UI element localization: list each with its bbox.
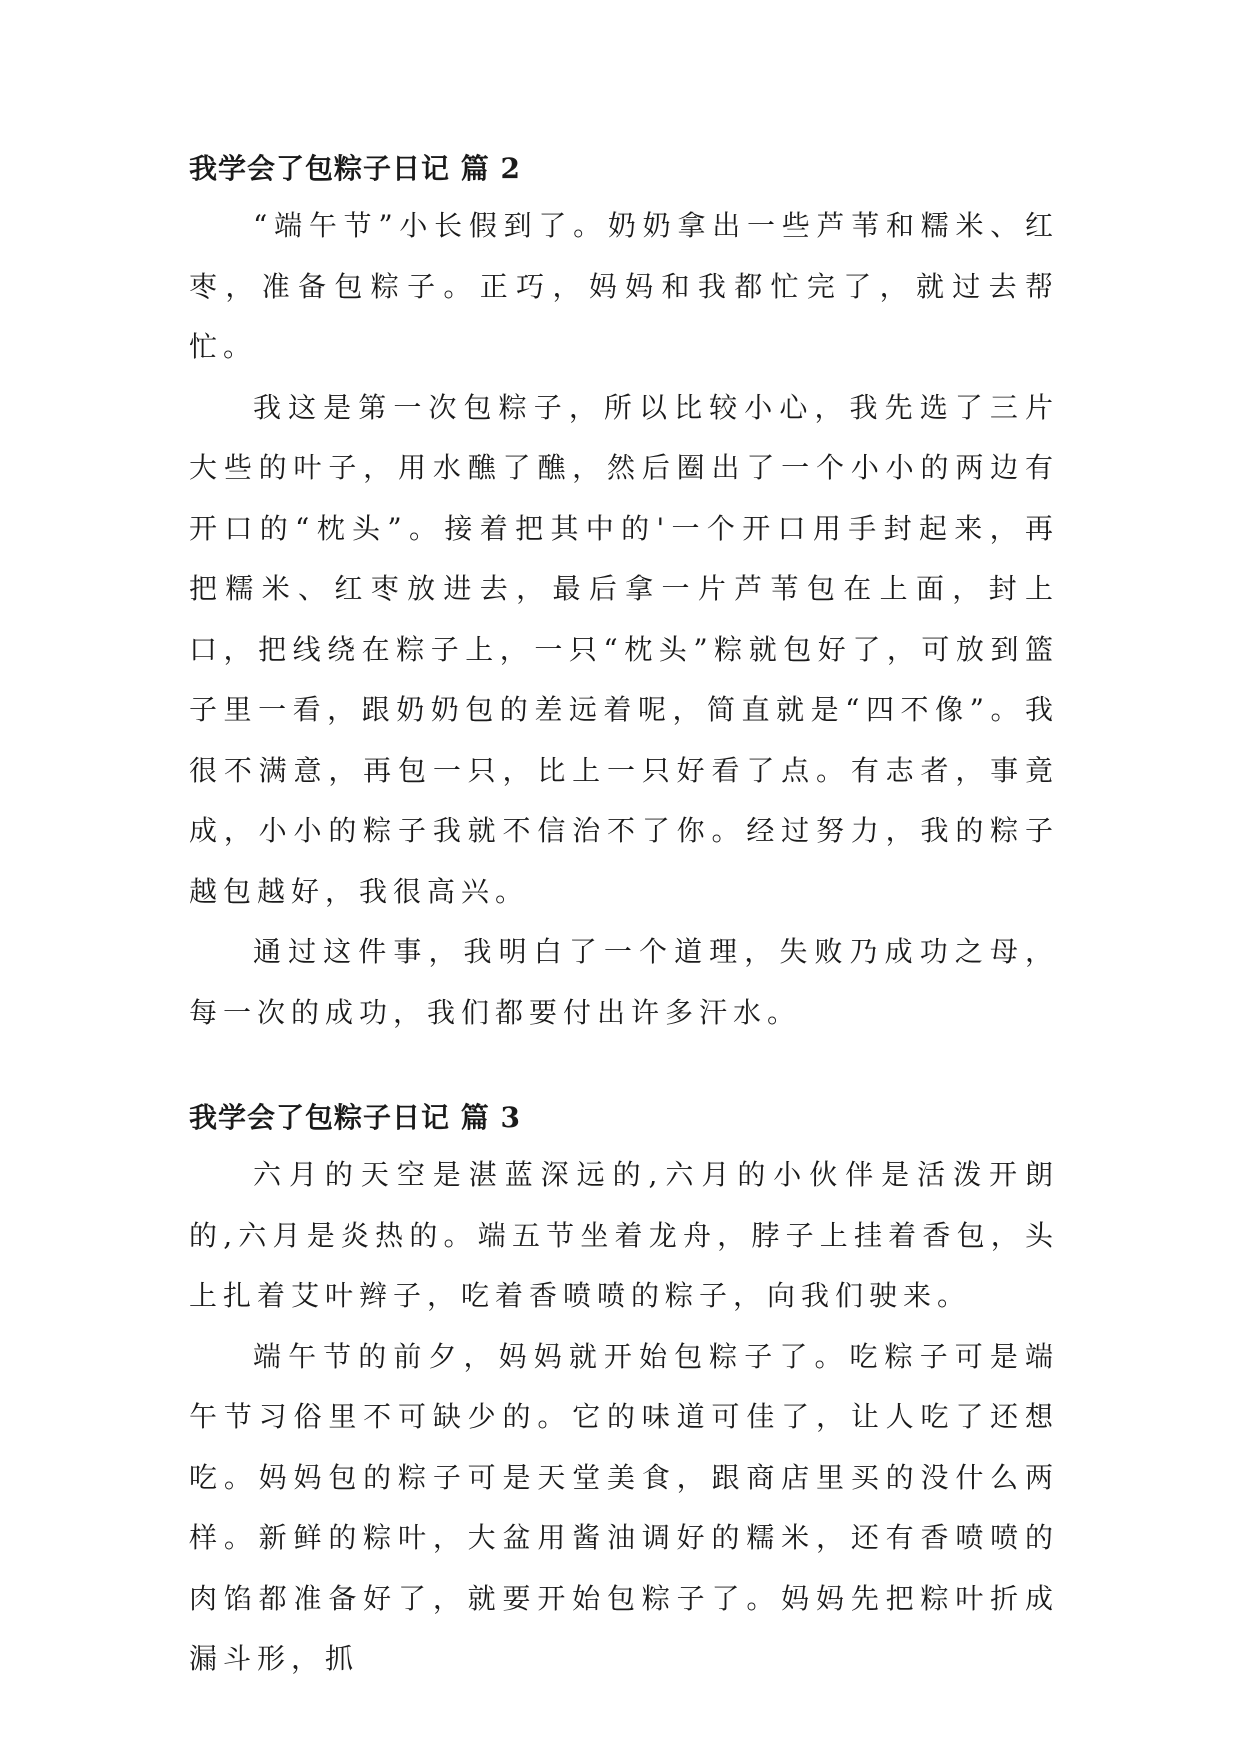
paragraph: 端午节的前夕，妈妈就开始包粽子了。吃粽子可是端午节习俗里不可缺少的。它的味道可佳了，让人吃了还想吃。妈妈包的粽子可是天堂美食，跟商店里买的没什么两样。新鲜的粽叶，大盆用酱油调好的糯米，还有香喷喷的肉馅都准备好了，就要开始包粽子了。妈妈先把粽叶折成漏斗形，抓 bbox=[189, 1339, 1059, 1675]
paragraph: 通过这件事，我明白了一个道理，失败乃成功之母，每一次的成功，我们都要付出许多汗水。 bbox=[189, 935, 1059, 1029]
diary-section-2 bbox=[189, 150, 1059, 1043]
section-title: 我学会了包粽子日记 篇 2 bbox=[189, 152, 521, 185]
diary-section-3 bbox=[189, 1099, 1059, 1690]
section-title: 我学会了包粽子日记 篇 3 bbox=[189, 1101, 521, 1134]
paragraph: “端午节”小长假到了。奶奶拿出一些芦苇和糯米、红枣，准备包粽子。正巧，妈妈和我都忙完了，就过去帮忙。 bbox=[189, 209, 1059, 363]
document-page bbox=[189, 150, 1059, 1690]
paragraph: 我这是第一次包粽子，所以比较小心，我先选了三片大些的叶子，用水醮了醮，然后圈出了一个小小的两边有开口的“枕头”。接着把其中的'一个开口用手封起来，再把糯米、红枣放进去，最后拿一片芦苇包在上面，封上口，把线绕在粽子上，一只“枕头”粽就包好了，可放到篮子里一看，跟奶奶包的差远着呢，简直就是“四不像”。我很不满意，再包一只，比上一只好看了点。有志者，事竟成，小小的粽子我就不信治不了你。经过努力，我的粽子越包越好，我很高兴。 bbox=[189, 390, 1059, 908]
paragraph: 六月的天空是湛蓝深远的,六月的小伙伴是活泼开朗的,六月是炎热的。端五节坐着龙舟，脖子上挂着香包，头上扎着艾叶辫子，吃着香喷喷的粽子，向我们驶来。 bbox=[189, 1158, 1059, 1312]
